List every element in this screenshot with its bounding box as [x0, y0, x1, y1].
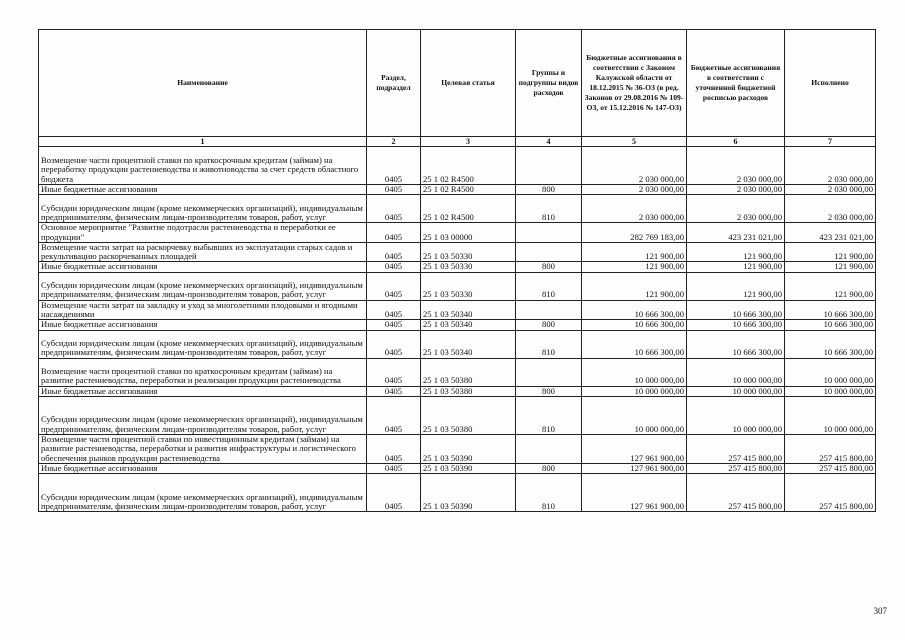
- row-assign-refined: 2 030 000,00: [687, 147, 785, 185]
- table-row: [39, 463, 876, 473]
- row-assign-refined: 10 666 300,00: [687, 320, 785, 330]
- row-assign-refined: 121 900,00: [687, 262, 785, 272]
- table-row: [39, 386, 876, 396]
- table-row: [39, 262, 876, 272]
- row-target-code: 25 1 03 50390: [421, 474, 516, 512]
- table-row: [39, 147, 876, 185]
- row-assign-refined: 10 000 000,00: [687, 358, 785, 386]
- row-assign-law: 10 000 000,00: [582, 358, 687, 386]
- row-executed: 121 900,00: [785, 242, 876, 262]
- row-section: 0405: [367, 300, 421, 320]
- row-executed: 10 666 300,00: [785, 300, 876, 320]
- row-assign-refined: 2 030 000,00: [687, 185, 785, 195]
- column-number: 7: [785, 137, 876, 147]
- row-name: Основное мероприятие "Развитие подотрасли растениеводства и переработки ее продукции": [39, 223, 367, 243]
- row-target-code: 25 1 02 R4500: [421, 147, 516, 185]
- table-row: [39, 272, 876, 300]
- row-section: 0405: [367, 330, 421, 358]
- row-section: 0405: [367, 474, 421, 512]
- row-executed: 10 666 300,00: [785, 330, 876, 358]
- row-group: 810: [516, 396, 582, 434]
- row-target-code: 25 1 03 50390: [421, 463, 516, 473]
- header-target: Целевая статья: [421, 30, 516, 137]
- row-section: 0405: [367, 396, 421, 434]
- table-row: [39, 434, 876, 463]
- row-group: [516, 358, 582, 386]
- row-name: Субсидии юридическим лицам (кроме некоммерческих организаций), индивидуальным предпринимателям, физическим лицам-производителям товаров, работ, услуг: [39, 195, 367, 223]
- row-group: 800: [516, 185, 582, 195]
- row-assign-refined: 257 415 800,00: [687, 474, 785, 512]
- row-assign-refined: 257 415 800,00: [687, 463, 785, 473]
- column-number: 3: [421, 137, 516, 147]
- row-executed: 10 000 000,00: [785, 396, 876, 434]
- row-group: [516, 147, 582, 185]
- header-executed: Исполнено: [785, 30, 876, 137]
- budget-table: [38, 29, 876, 512]
- table-row: [39, 223, 876, 243]
- row-name: Субсидии юридическим лицам (кроме некоммерческих организаций), индивидуальным предпринимателям, физическим лицам-производителям товаров, работ, услуг: [39, 330, 367, 358]
- header-row: [39, 30, 876, 137]
- row-target-code: 25 1 02 R4500: [421, 185, 516, 195]
- row-target-code: 25 1 03 50340: [421, 320, 516, 330]
- row-assign-refined: 2 030 000,00: [687, 195, 785, 223]
- row-executed: 10 666 300,00: [785, 320, 876, 330]
- row-assign-refined: 10 000 000,00: [687, 396, 785, 434]
- row-assign-law: 127 961 900,00: [582, 474, 687, 512]
- row-name: Возмещение части процентной ставки по инвестиционным кредитам (займам) на развитие растениеводства, переработки и развития инфраструктуры и логистического обеспечения рынков продукции растениеводства: [39, 434, 367, 463]
- row-assign-law: 10 666 300,00: [582, 320, 687, 330]
- row-section: 0405: [367, 463, 421, 473]
- table-row: [39, 320, 876, 330]
- row-group: 800: [516, 262, 582, 272]
- row-assign-law: 2 030 000,00: [582, 147, 687, 185]
- row-assign-law: 121 900,00: [582, 262, 687, 272]
- row-executed: 2 030 000,00: [785, 195, 876, 223]
- row-name: Субсидии юридическим лицам (кроме некоммерческих организаций), индивидуальным предпринимателям, физическим лицам-производителям товаров, работ, услуг: [39, 474, 367, 512]
- column-number-row: [39, 137, 876, 147]
- table-row: [39, 358, 876, 386]
- row-assign-law: 10 000 000,00: [582, 396, 687, 434]
- row-name: Возмещение части процентной ставки по краткосрочным кредитам (займам) на переработку продукции растениеводства и животноводства за счет средств областного бюджета: [39, 147, 367, 185]
- header-groups: Группы и подгруппы видов расходов: [516, 30, 582, 137]
- row-executed: 121 900,00: [785, 262, 876, 272]
- row-assign-refined: 423 231 021,00: [687, 223, 785, 243]
- row-target-code: 25 1 03 50380: [421, 358, 516, 386]
- row-assign-law: 121 900,00: [582, 242, 687, 262]
- row-target-code: 25 1 03 50340: [421, 330, 516, 358]
- row-group: [516, 242, 582, 262]
- row-executed: 121 900,00: [785, 272, 876, 300]
- row-name: Иные бюджетные ассигнования: [39, 185, 367, 195]
- row-target-code: 25 1 03 50330: [421, 242, 516, 262]
- row-name: Возмещение части затрат на раскорчевку выбывших из эксплуатации старых садов и рекультивацию раскорчеванных площадей: [39, 242, 367, 262]
- row-assign-law: 10 000 000,00: [582, 386, 687, 396]
- column-number: 6: [687, 137, 785, 147]
- table-row: [39, 474, 876, 512]
- row-section: 0405: [367, 358, 421, 386]
- row-section: 0405: [367, 272, 421, 300]
- row-section: 0405: [367, 223, 421, 243]
- row-section: 0405: [367, 320, 421, 330]
- page-number: 307: [873, 606, 887, 616]
- row-group: 800: [516, 386, 582, 396]
- row-assign-law: 10 666 300,00: [582, 300, 687, 320]
- row-assign-law: 10 666 300,00: [582, 330, 687, 358]
- table-row: [39, 195, 876, 223]
- row-assign-refined: 10 666 300,00: [687, 300, 785, 320]
- column-number: 4: [516, 137, 582, 147]
- row-section: 0405: [367, 185, 421, 195]
- row-assign-law: 127 961 900,00: [582, 434, 687, 463]
- row-executed: 2 030 000,00: [785, 147, 876, 185]
- column-number: 1: [39, 137, 367, 147]
- row-executed: 10 000 000,00: [785, 358, 876, 386]
- row-assign-law: 121 900,00: [582, 272, 687, 300]
- row-assign-law: 2 030 000,00: [582, 185, 687, 195]
- row-group: [516, 434, 582, 463]
- row-group: 800: [516, 463, 582, 473]
- row-assign-law: 282 769 183,00: [582, 223, 687, 243]
- row-target-code: 25 1 03 00000: [421, 223, 516, 243]
- row-group: 800: [516, 320, 582, 330]
- row-executed: 423 231 021,00: [785, 223, 876, 243]
- row-group: [516, 300, 582, 320]
- table-row: [39, 300, 876, 320]
- row-section: 0405: [367, 434, 421, 463]
- table-row: [39, 330, 876, 358]
- row-assign-refined: 121 900,00: [687, 242, 785, 262]
- table-row: [39, 396, 876, 434]
- row-target-code: 25 1 03 50380: [421, 396, 516, 434]
- row-name: Возмещение части процентной ставки по краткосрочным кредитам (займам) на развитие растениеводства, переработки и реализации продукции растениеводства: [39, 358, 367, 386]
- row-target-code: 25 1 03 50340: [421, 300, 516, 320]
- row-assign-refined: 257 415 800,00: [687, 434, 785, 463]
- row-assign-refined: 10 666 300,00: [687, 330, 785, 358]
- row-group: 810: [516, 195, 582, 223]
- row-assign-refined: 10 000 000,00: [687, 386, 785, 396]
- row-name: Субсидии юридическим лицам (кроме некоммерческих организаций), индивидуальным предпринимателям, физическим лицам-производителям товаров, работ, услуг: [39, 272, 367, 300]
- row-executed: 257 415 800,00: [785, 434, 876, 463]
- row-section: 0405: [367, 262, 421, 272]
- table-row: [39, 242, 876, 262]
- row-executed: 10 000 000,00: [785, 386, 876, 396]
- row-group: 810: [516, 330, 582, 358]
- row-section: 0405: [367, 195, 421, 223]
- header-assign-refined: Бюджетные ассигнования в соответствии с уточненной бюджетной росписью расходов: [687, 30, 785, 137]
- row-group: [516, 223, 582, 243]
- table-row: [39, 185, 876, 195]
- row-name: Субсидии юридическим лицам (кроме некоммерческих организаций), индивидуальным предпринимателям, физическим лицам-производителям товаров, работ, услуг: [39, 396, 367, 434]
- header-name: Наименование: [39, 30, 367, 137]
- row-target-code: 25 1 02 R4500: [421, 195, 516, 223]
- row-assign-law: 2 030 000,00: [582, 195, 687, 223]
- row-section: 0405: [367, 386, 421, 396]
- row-section: 0405: [367, 242, 421, 262]
- row-name: Возмещение части затрат на закладку и уход за многолетними плодовыми и ягодными насаждениями: [39, 300, 367, 320]
- row-group: 810: [516, 272, 582, 300]
- row-name: Иные бюджетные ассигнования: [39, 262, 367, 272]
- row-target-code: 25 1 03 50330: [421, 272, 516, 300]
- row-target-code: 25 1 03 50390: [421, 434, 516, 463]
- row-group: 810: [516, 474, 582, 512]
- column-number: 2: [367, 137, 421, 147]
- row-target-code: 25 1 03 50330: [421, 262, 516, 272]
- row-assign-refined: 121 900,00: [687, 272, 785, 300]
- table-body: [39, 147, 876, 512]
- column-number: 5: [582, 137, 687, 147]
- header-assign-law: Бюджетные ассигнования в соответствии с Законом Калужской области от 18.12.2015 № 36-ОЗ (в ред. Законов от 29.08.2016 № 109-ОЗ, от 15.12.2016 № 147-ОЗ): [582, 30, 687, 137]
- row-executed: 2 030 000,00: [785, 185, 876, 195]
- row-executed: 257 415 800,00: [785, 463, 876, 473]
- header-section: Раздел, подраздел: [367, 30, 421, 137]
- row-section: 0405: [367, 147, 421, 185]
- row-executed: 257 415 800,00: [785, 474, 876, 512]
- row-assign-law: 127 961 900,00: [582, 463, 687, 473]
- row-name: Иные бюджетные ассигнования: [39, 386, 367, 396]
- row-name: Иные бюджетные ассигнования: [39, 320, 367, 330]
- row-name: Иные бюджетные ассигнования: [39, 463, 367, 473]
- row-target-code: 25 1 03 50380: [421, 386, 516, 396]
